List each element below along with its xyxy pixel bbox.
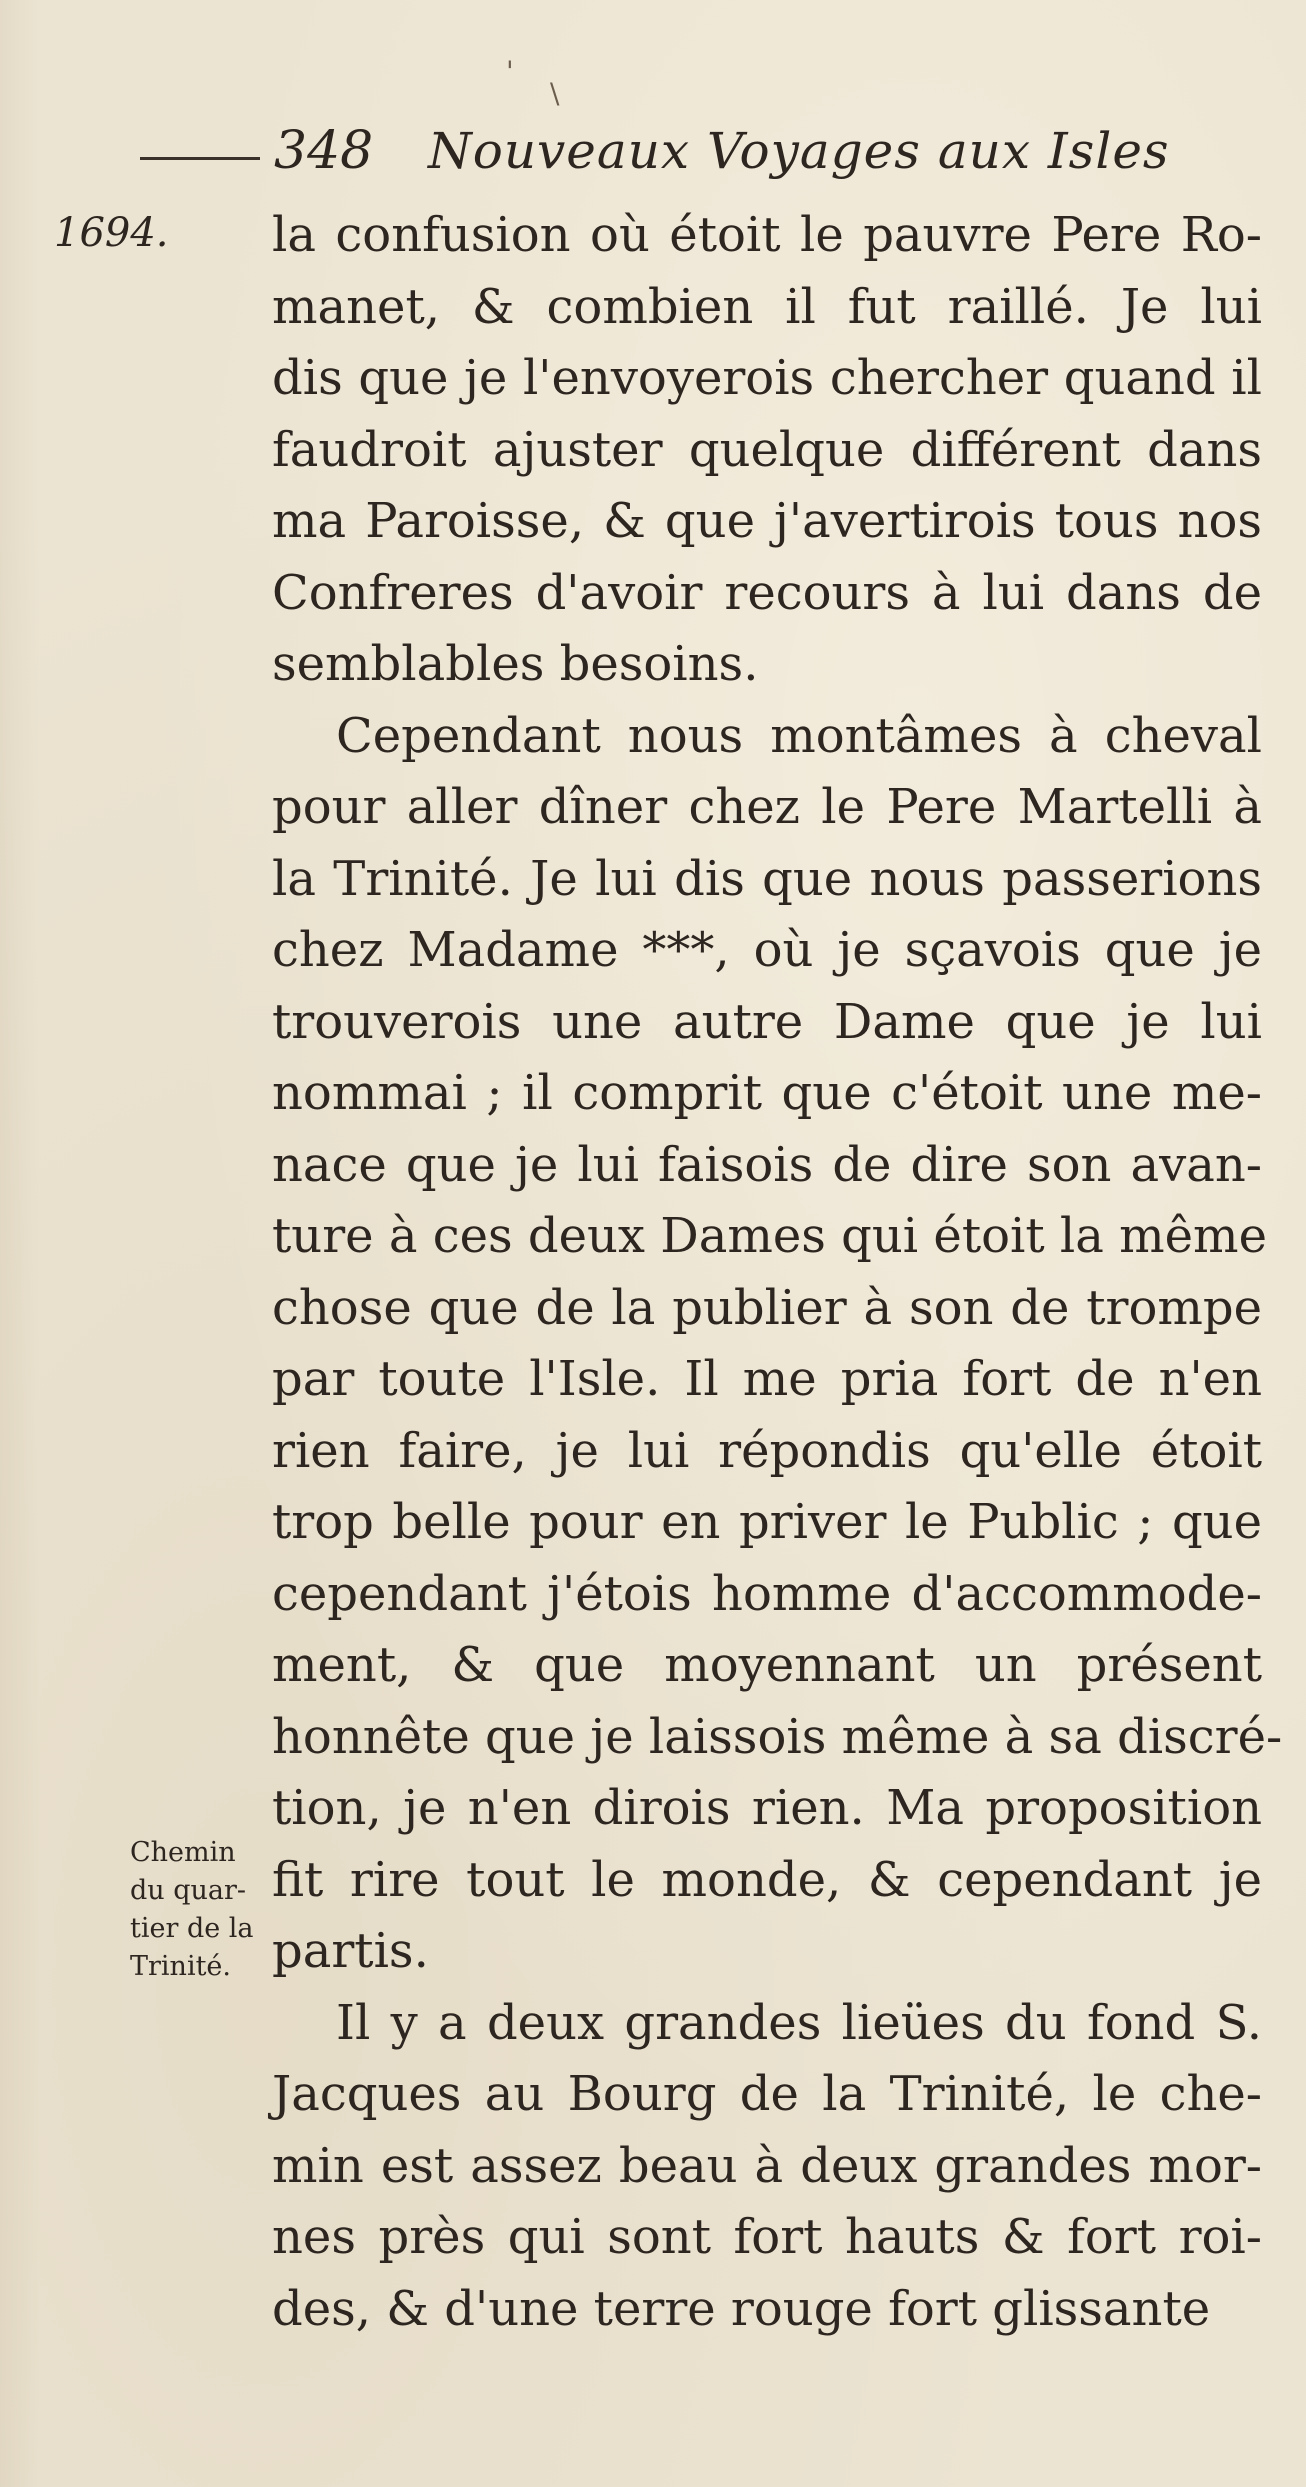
margin-note-line: Trinité. <box>130 1951 231 1982</box>
text-line: la confusion où étoit le pauvre Pere Ro- <box>272 207 1262 263</box>
text-line: rien faire, je lui répondis qu'elle étoit <box>272 1422 1262 1479</box>
margin-note <box>130 1834 280 1986</box>
running-title: Nouveaux Voyages aux Isles <box>428 122 1170 180</box>
text-line: Jacques au Bourg de la Trinité, le che- <box>272 2066 1262 2122</box>
text-line: ma Paroisse, & que j'avertirois tous nos <box>272 493 1262 549</box>
text-line: Confreres d'avoir recours à lui dans de <box>272 564 1262 621</box>
header-rule <box>140 157 260 160</box>
text-line: min est assez beau à deux grandes mor- <box>272 2137 1262 2194</box>
text-line: fit rire tout le monde, & cependant je <box>272 1851 1262 1908</box>
text-line: trop belle pour en priver le Public ; que <box>272 1494 1262 1550</box>
page-header <box>0 115 1306 181</box>
text-line: nace que je lui faisois de dire son avan- <box>272 1136 1262 1193</box>
text-line: ment, & que moyennant un présent <box>272 1637 1262 1693</box>
margin-note-line: Chemin <box>130 1837 236 1868</box>
print-mark: \ <box>550 77 560 110</box>
text-line: nes près qui sont fort hauts & fort roi- <box>272 2209 1262 2265</box>
text-line: chez Madame ***, où je sçavois que je <box>272 922 1262 978</box>
text-line: cependant j'étois homme d'accommode- <box>272 1565 1262 1622</box>
text-line: Il y a deux grandes lieües du fond S. <box>336 1994 1262 2051</box>
text-line: partis. <box>272 1923 429 1979</box>
margin-year: 1694. <box>54 210 169 256</box>
text-line: par toute l'Isle. Il me pria fort de n'en <box>272 1351 1262 1407</box>
margin-note-line: tier de la <box>130 1913 254 1944</box>
text-line: trouverois une autre Dame que je lui <box>272 993 1262 1050</box>
margin-note-line: du quar- <box>130 1875 247 1906</box>
text-line: pour aller dîner chez le Pere Martelli à <box>272 779 1262 835</box>
text-line: ture à ces deux Dames qui étoit la même <box>272 1208 1267 1264</box>
text-line: honnête que je laissois même à sa discré- <box>272 1708 1283 1765</box>
text-line: des, & d'une terre rouge fort glissante <box>272 2280 1211 2337</box>
text-line: tion, je n'en dirois rien. Ma proposition <box>272 1780 1262 1836</box>
text-line: la Trinité. Je lui dis que nous passerions <box>272 850 1262 907</box>
page-number: 348 <box>274 121 374 181</box>
text-line: manet, & combien il fut raillé. Je lui <box>272 278 1262 335</box>
text-line: nommai ; il comprit que c'étoit une me- <box>272 1065 1262 1121</box>
text-line: Cependant nous montâmes à cheval <box>336 707 1262 764</box>
text-line: chose que de la publier à son de trompe <box>272 1279 1262 1336</box>
body-text <box>272 200 1283 2345</box>
text-line: dis que je l'envoyerois chercher quand il <box>272 350 1262 406</box>
print-mark: ' <box>506 55 514 88</box>
text-line: faudroit ajuster quelque différent dans <box>272 421 1262 478</box>
text-line: semblables besoins. <box>272 636 759 692</box>
